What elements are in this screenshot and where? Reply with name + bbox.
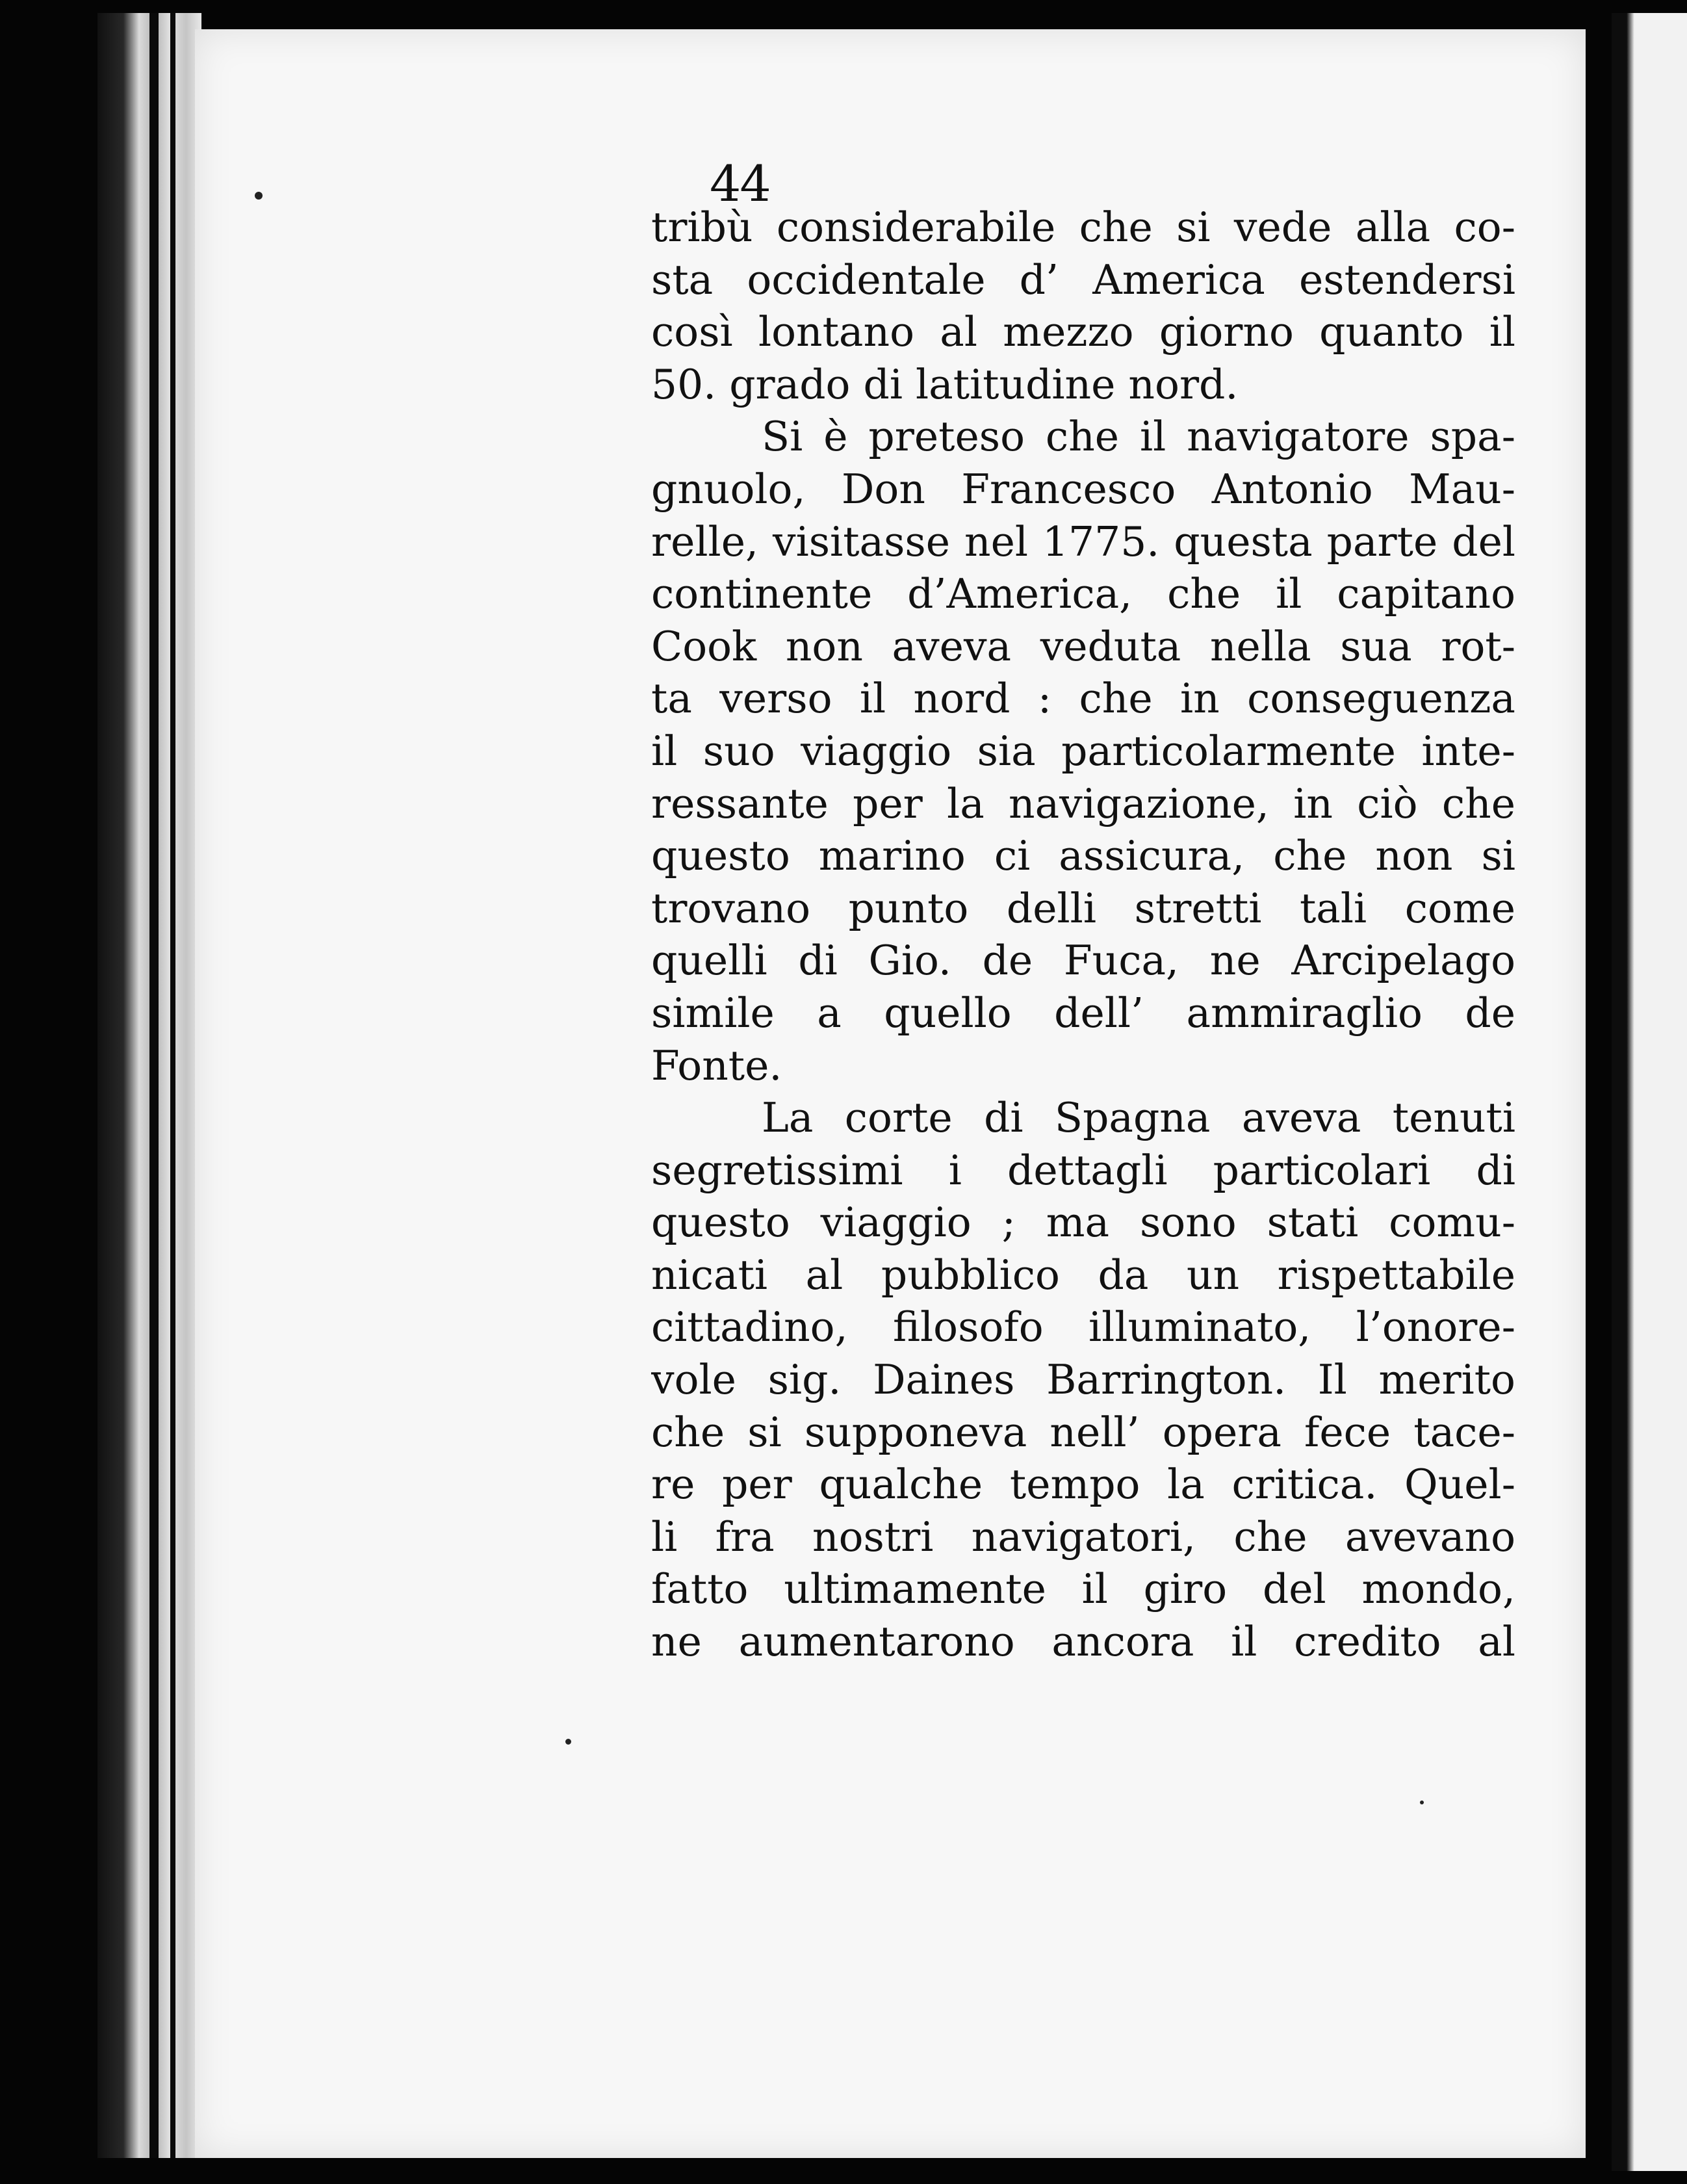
text-line: il suo viaggio sia particolarmente inte- — [651, 727, 1515, 775]
text-line: trovano punto delli stretti tali come — [651, 884, 1515, 932]
text-line: questo viaggio ; ma sono stati comu- — [651, 1199, 1515, 1247]
text-line: vole sig. Daines Barrington. Il merito — [651, 1356, 1515, 1404]
paragraph-start-line: La corte di Spagna aveva tenuti — [762, 1094, 1515, 1142]
body-text — [651, 202, 1515, 1669]
text-line: fatto ultimamente il giro del mondo, — [651, 1565, 1515, 1613]
paper-speck — [1420, 1800, 1424, 1804]
text-line: 50. grado di latitudine nord. — [651, 360, 1239, 408]
facing-page-edge — [1612, 13, 1687, 2171]
text-line: li fra nostri navigatori, che avevano — [651, 1513, 1515, 1561]
binding-shadow-line — [170, 13, 175, 2158]
text-line: segretissimi i dettagli particolari di — [651, 1146, 1515, 1194]
paper-speck — [255, 192, 263, 200]
text-line: tribù considerabile che si vede alla co- — [651, 203, 1515, 251]
text-line: ne aumentarono ancora il credito al — [651, 1618, 1515, 1666]
paper-speck — [565, 1739, 571, 1745]
text-line: ta verso il nord : che in conseguenza — [651, 675, 1515, 723]
text-line: relle, visitasse nel 1775. questa parte del — [651, 517, 1515, 566]
text-line: nicati al pubblico da un rispettabile — [651, 1251, 1515, 1299]
text-line: re per qualche tempo la critica. Quel- — [651, 1461, 1515, 1509]
text-line: così lontano al mezzo giorno quanto il — [651, 308, 1515, 356]
text-line: ressante per la navigazione, in ciò che — [651, 779, 1515, 827]
page-number: 44 — [710, 155, 770, 213]
paragraph-start-line: Si è preteso che il navigatore spa- — [762, 413, 1515, 461]
text-line: che si supponeva nell’ opera fece tace- — [651, 1408, 1515, 1456]
text-line: simile a quello dell’ ammiraglio de — [651, 989, 1515, 1037]
text-line: continente d’America, che il capitano — [651, 570, 1515, 618]
text-line: Cook non aveva veduta nella sua rot- — [651, 622, 1515, 670]
text-line: cittadino, filosofo illuminato, l’onore- — [651, 1303, 1515, 1351]
text-line: quelli di Gio. de Fuca, ne Arcipelago — [651, 937, 1515, 985]
binding-shadow-line — [149, 13, 159, 2158]
text-line: gnuolo, Don Francesco Antonio Mau- — [651, 465, 1515, 513]
text-line: questo marino ci assicura, che non si — [651, 832, 1515, 880]
text-line: Fonte. — [651, 1041, 782, 1089]
text-line: sta occidentale d’ America estendersi — [651, 255, 1515, 304]
